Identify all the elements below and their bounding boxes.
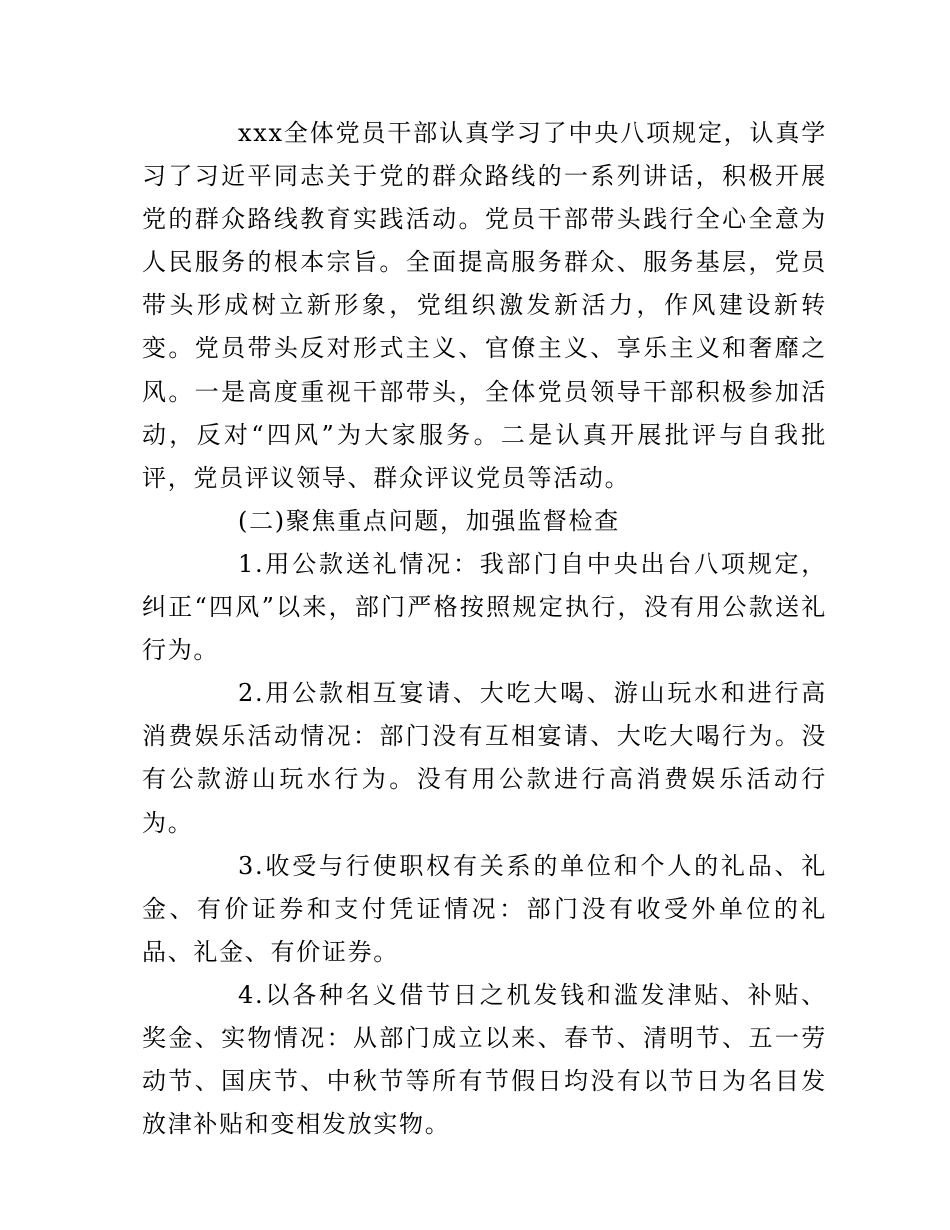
- section-heading: (二)聚焦重点问题，加强监督检查: [238, 506, 620, 535]
- item-paragraph-4: 4.以各种名义借节日之机发钱和滥发津贴、补贴、奖金、实物情况：从部门成立以来、春节、清明节、五一劳动节、国庆节、中秋节等所有节假日均没有以节日为名目发放津补贴和变相发放实物。: [142, 980, 827, 1139]
- item-paragraph-1: 1.用公款送礼情况：我部门自中央出台八项规定，纠正“四风”以来，部门严格按照规定执行，没有用公款送礼行为。: [142, 549, 827, 665]
- item-paragraph-3: 3.收受与行使职权有关系的单位和个人的礼品、礼金、有价证券和支付凭证情况：部门没有收受外单位的礼品、礼金、有价证券。: [142, 851, 827, 966]
- item-paragraph-2: 2.用公款相互宴请、大吃大喝、游山玩水和进行高消费娱乐活动情况：部门没有互相宴请、大吃大喝行为。没有公款游山玩水行为。没有用公款进行高消费娱乐活动行为。: [142, 679, 827, 837]
- document-body: [142, 112, 827, 1146]
- intro-paragraph: xxx全体党员干部认真学习了中央八项规定，认真学习了习近平同志关于党的群众路线的一系列讲话，积极开展党的群众路线教育实践活动。党员干部带头践行全心全意为人民服务的根本宗旨。全面提高服务群众、服务基层，党员带头形成树立新形象，党组织激发新活力，作风建设新转变。党员带头反对形式主义、官僚主义、享乐主义和奢靡之风。一是高度重视干部带头，全体党员领导干部积极参加活动，反对“四风”为大家服务。二是认真开展批评与自我批评，党员评议领导、群众评议党员等活动。: [142, 119, 827, 492]
